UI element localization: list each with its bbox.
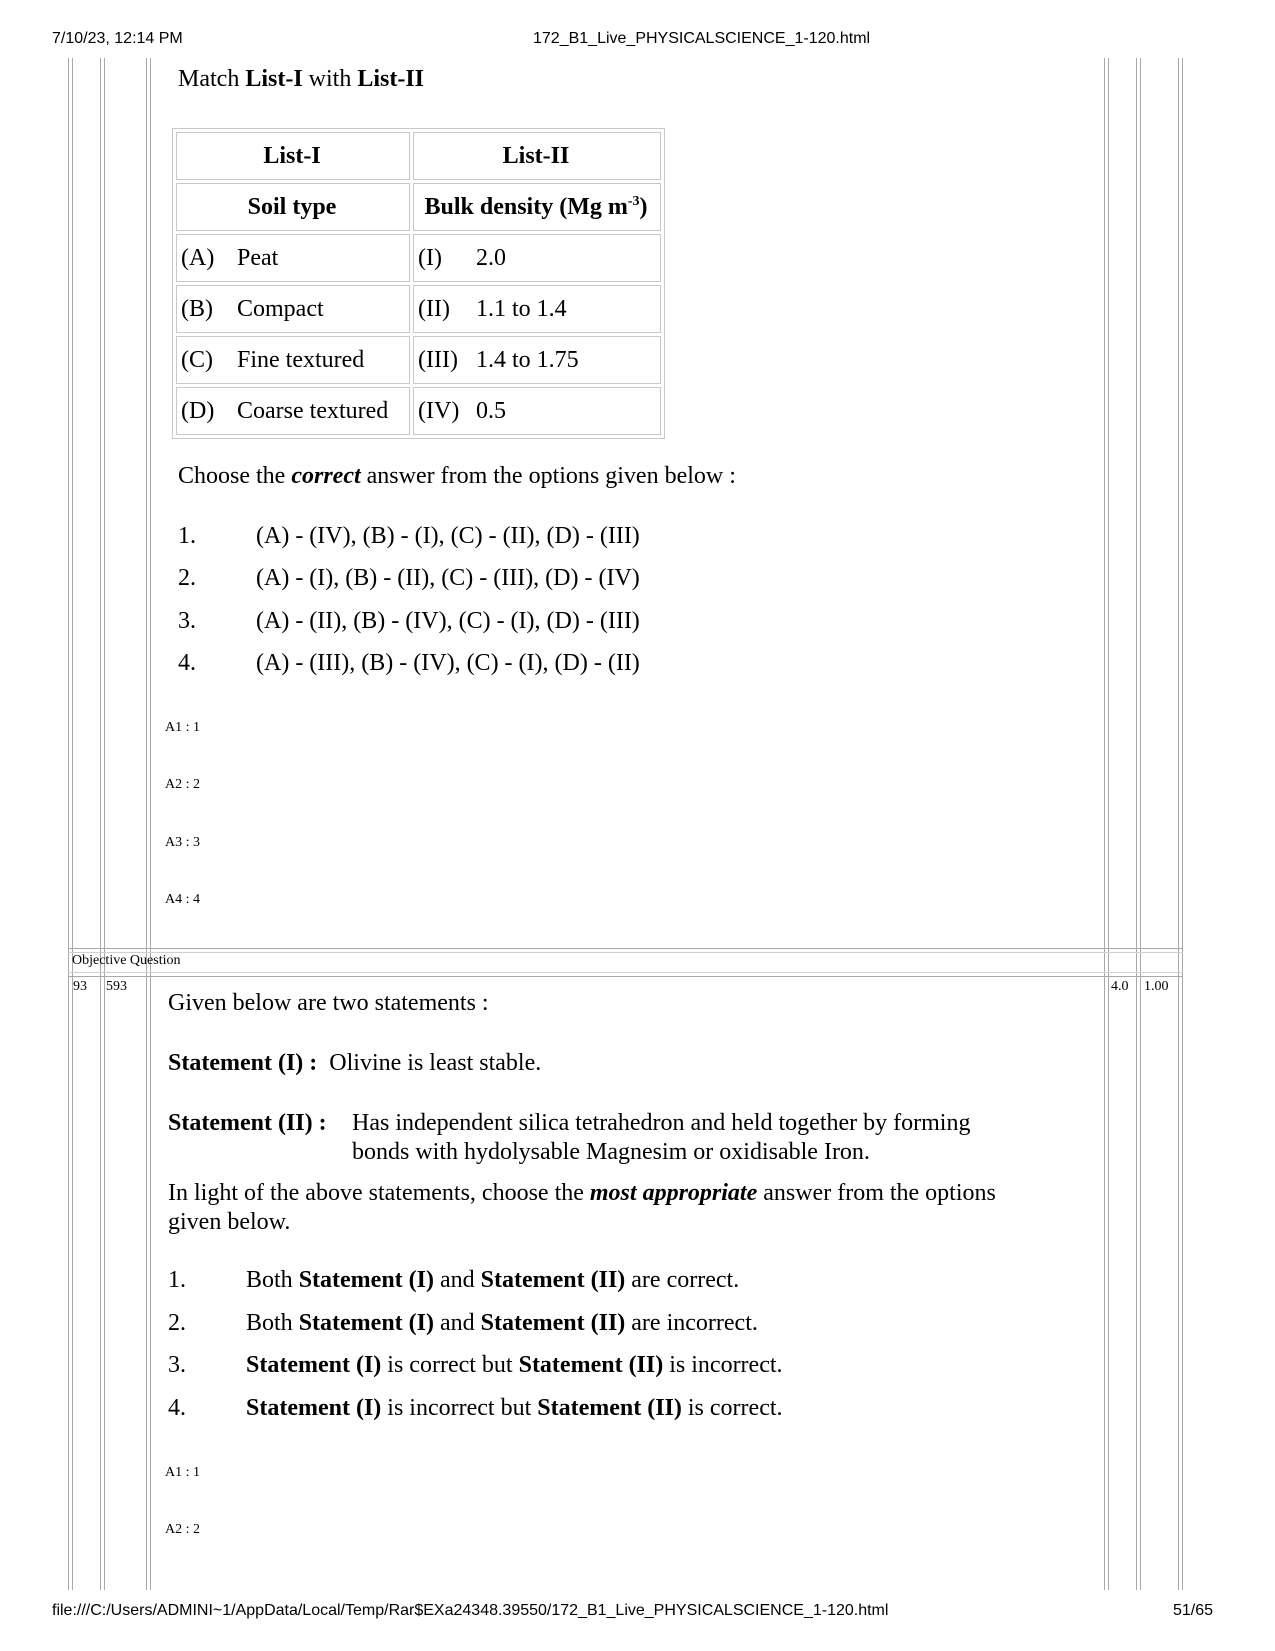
statement-ref: Statement (I) bbox=[246, 1395, 382, 1421]
choose-instruction: Choose the correct answer from the options given below : bbox=[178, 463, 736, 489]
table-row: (A) Peat (I) 2.0 bbox=[176, 234, 661, 282]
option-text: and bbox=[433, 1310, 481, 1336]
answer-key: A3 : 3 bbox=[165, 835, 200, 850]
print-page-number: 51/65 bbox=[1173, 1602, 1214, 1619]
statement-2-line1: Has independent silica tetrahedron and held together by forming bbox=[352, 1110, 971, 1136]
statement-ref: Statement (I) bbox=[298, 1267, 434, 1293]
question-serial: 93 bbox=[73, 979, 87, 994]
negative-marks: 1.00 bbox=[1144, 979, 1169, 994]
section-label: Objective Question bbox=[72, 953, 181, 968]
answer-key: A1 : 1 bbox=[165, 720, 200, 735]
print-file-title: 172_B1_Live_PHYSICALSCIENCE_1-120.html bbox=[533, 30, 871, 47]
table-row: (D) Coarse textured (IV) 0.5 bbox=[176, 387, 661, 435]
option-text: Both bbox=[246, 1310, 299, 1336]
question-marks: 4.0 bbox=[1111, 979, 1129, 994]
option-text: Both bbox=[246, 1267, 299, 1293]
option-1: 1. Both Statement (I) and Statement (II) are correct. bbox=[168, 1267, 740, 1293]
answer-key: A1 : 1 bbox=[165, 1465, 200, 1480]
option-text: and bbox=[433, 1267, 481, 1293]
match-table bbox=[172, 128, 665, 439]
statement-ref: Statement (II) bbox=[480, 1267, 626, 1293]
question-id: 593 bbox=[106, 979, 127, 994]
statement-2-label: Statement (II) : bbox=[168, 1110, 327, 1136]
option-text: is incorrect. bbox=[663, 1352, 783, 1378]
statement-ref: Statement (I) bbox=[246, 1352, 382, 1378]
option-2: 2. Both Statement (I) and Statement (II) are incorrect. bbox=[168, 1310, 758, 1336]
statements-intro: Given below are two statements : bbox=[168, 990, 489, 1016]
option-4: 4. (A) - (III), (B) - (IV), (C) - (I), (D) - (II) bbox=[178, 650, 640, 676]
answer-key: A2 : 2 bbox=[165, 777, 200, 792]
option-1: 1. (A) - (IV), (B) - (I), (C) - (II), (D) - (III) bbox=[178, 523, 640, 549]
option-text: is correct but bbox=[381, 1352, 519, 1378]
option-text: are incorrect. bbox=[625, 1310, 758, 1336]
option-3: 3. Statement (I) is correct but Statement (II) is incorrect. bbox=[168, 1352, 783, 1378]
option-4: 4. Statement (I) is incorrect but Statement (II) is correct. bbox=[168, 1395, 783, 1421]
statement-2-line2: bonds with hydolysable Magnesim or oxidisable Iron. bbox=[352, 1139, 870, 1165]
statement-ref: Statement (II) bbox=[480, 1310, 626, 1336]
statement-ref: Statement (II) bbox=[518, 1352, 664, 1378]
statement-1: Statement (I) : Olivine is least stable. bbox=[168, 1050, 542, 1076]
option-text: are correct. bbox=[625, 1267, 740, 1293]
option-2: 2. (A) - (I), (B) - (II), (C) - (III), (D) - (IV) bbox=[178, 565, 640, 591]
bulk-density-header: Bulk density (Mg $m^{-3}$) bbox=[413, 183, 661, 231]
print-datetime: 7/10/23, 12:14 PM bbox=[52, 30, 183, 47]
answer-key: A2 : 2 bbox=[165, 1522, 200, 1537]
option-text: is correct. bbox=[681, 1395, 783, 1421]
match-intro: Match List-I with List-II bbox=[178, 66, 425, 92]
print-footer-url: file:///C:/Users/ADMINI~1/AppData/Local/Temp/Rar$EXa24348.39550/172_B1_Live_PHYSICALSCIENCE_1-120.html bbox=[52, 1602, 889, 1619]
table-row: (B) Compact (II) 1.1 to 1.4 bbox=[176, 285, 661, 333]
option-text: is incorrect but bbox=[381, 1395, 538, 1421]
light-instruction: In light of the above statements, choose the most appropriate answer from the options bbox=[168, 1180, 996, 1206]
statement-ref: Statement (I) bbox=[298, 1310, 434, 1336]
answer-key: A4 : 4 bbox=[165, 892, 200, 907]
soil-type-header: Soil type bbox=[176, 183, 410, 231]
option-3: 3. (A) - (II), (B) - (IV), (C) - (I), (D) - (III) bbox=[178, 608, 640, 634]
light-instruction-line2: given below. bbox=[168, 1209, 291, 1235]
statement-ref: Statement (II) bbox=[537, 1395, 682, 1421]
list1-header: List-I bbox=[176, 132, 410, 180]
list2-header: List-II bbox=[413, 132, 661, 180]
table-row: (C) Fine textured (III) 1.4 to 1.75 bbox=[176, 336, 661, 384]
